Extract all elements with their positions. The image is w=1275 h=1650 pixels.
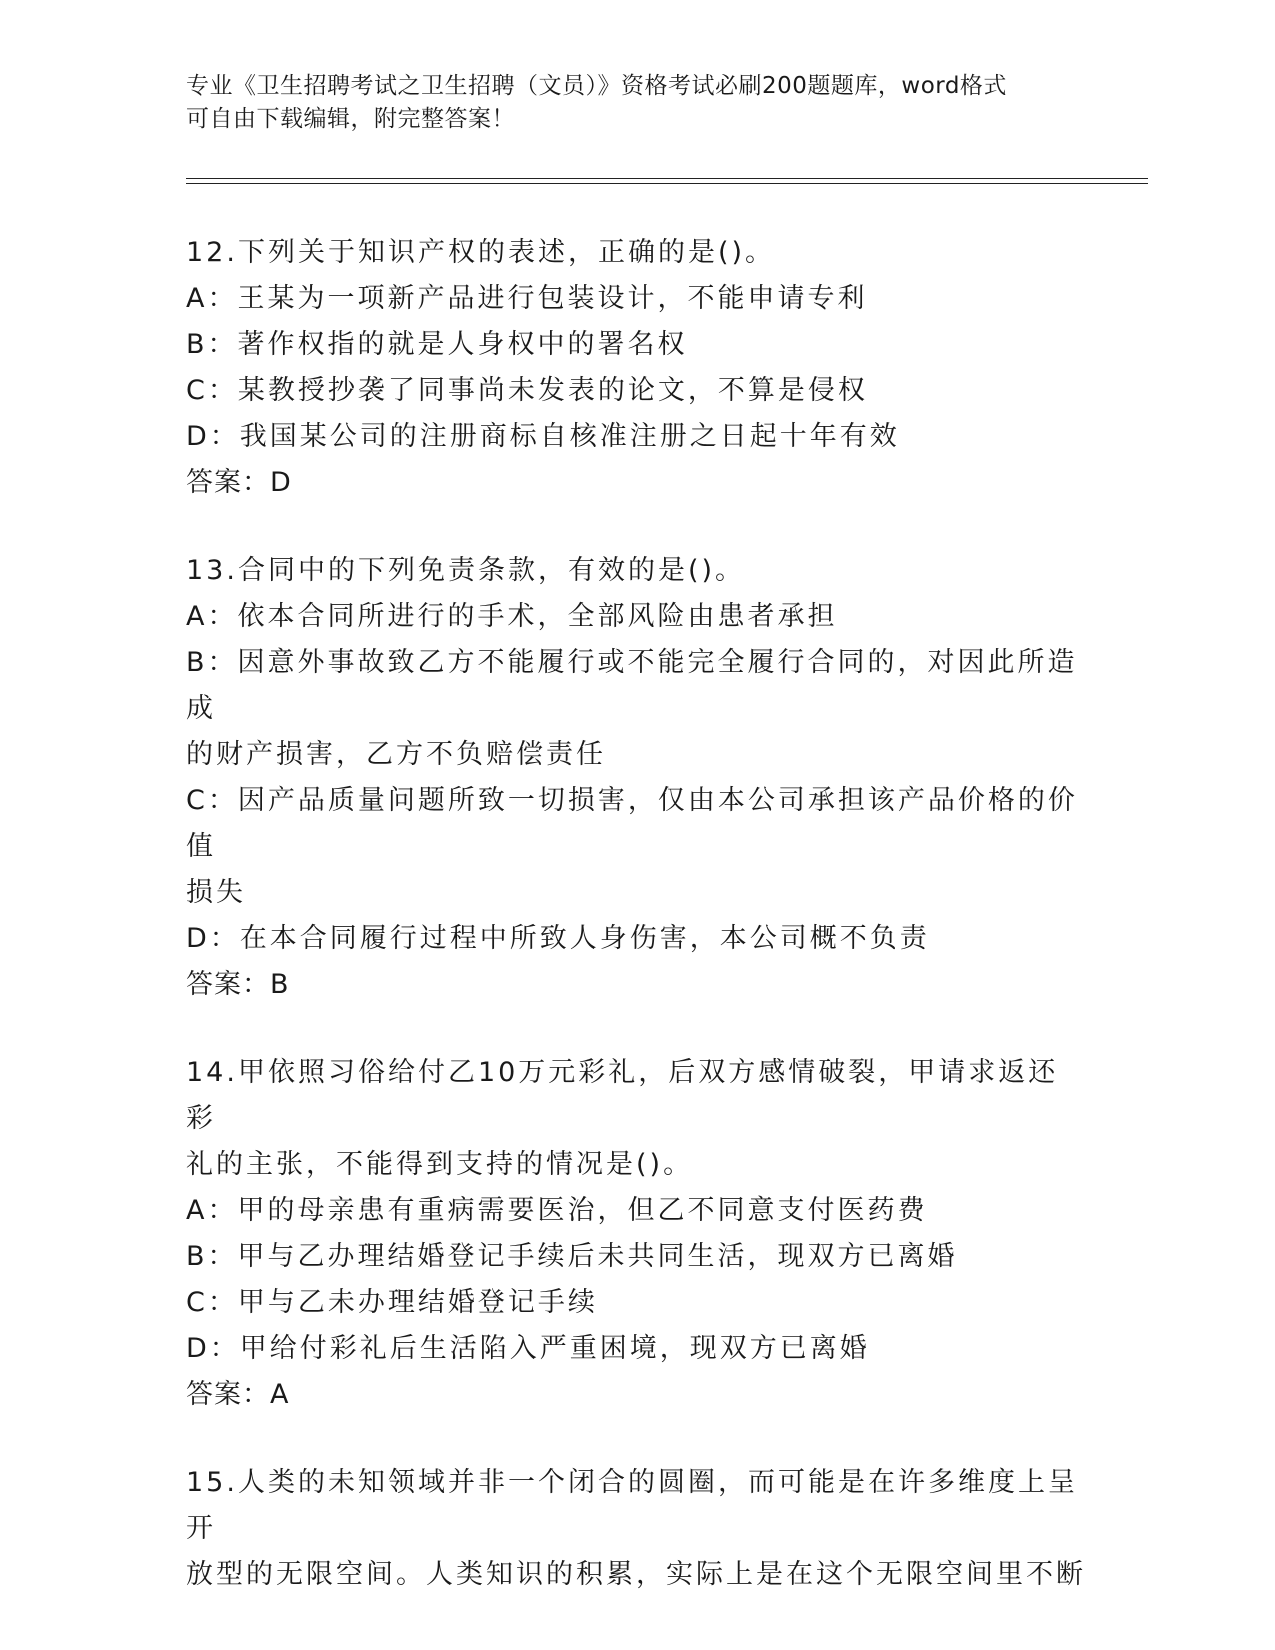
option-line: D：在本合同履行过程中所致人身伤害，本公司概不负责: [186, 923, 930, 954]
option-line: B：因意外事故致乙方不能履行或不能完全履行合同的，对因此所造成: [186, 647, 1078, 724]
header-divider-top: [186, 178, 1148, 179]
document-header: [186, 70, 1086, 136]
option-line: B：著作权指的就是人身权中的署名权: [186, 329, 688, 360]
option-line: C：某教授抄袭了同事尚未发表的论文，不算是侵权: [186, 375, 868, 406]
option-line: A：依本合同所进行的手术，全部风险由患者承担: [186, 601, 838, 632]
option-line: B：甲与乙办理结婚登记手续后未共同生活，现双方已离婚: [186, 1241, 958, 1272]
option-line: D：我国某公司的注册商标自核准注册之日起十年有效: [186, 421, 900, 452]
answer-line: 答案：D: [186, 467, 292, 498]
header-divider-bottom: [186, 183, 1148, 184]
question-block: [186, 1050, 1086, 1418]
answer-line: 答案：A: [186, 1379, 290, 1410]
option-line: D：甲给付彩礼后生活陷入严重困境，现双方已离婚: [186, 1333, 870, 1364]
question-stem: 15.人类的未知领域并非一个闭合的圆圈，而可能是在许多维度上呈开: [186, 1467, 1078, 1544]
question-stem: 13.合同中的下列免责条款，有效的是()。: [186, 555, 746, 586]
header-line-1: 专业《卫生招聘考试之卫生招聘（文员）》资格考试必刷200题题库，word格式: [186, 73, 1007, 99]
question-stem: 礼的主张，不能得到支持的情况是()。: [186, 1149, 694, 1180]
question-block: [186, 548, 1086, 1008]
answer-line: 答案：B: [186, 969, 290, 1000]
question-block: [186, 230, 1086, 506]
option-line: 的财产损害，乙方不负赔偿责任: [186, 739, 606, 770]
question-stem: 14.甲依照习俗给付乙10万元彩礼，后双方感情破裂，甲请求返还彩: [186, 1057, 1059, 1134]
option-line: C：甲与乙未办理结婚登记手续: [186, 1287, 598, 1318]
option-line: C：因产品质量问题所致一切损害，仅由本公司承担该产品价格的价值: [186, 785, 1078, 862]
question-block: [186, 1460, 1086, 1598]
question-stem: 放型的无限空间。人类知识的积累，实际上是在这个无限空间里不断: [186, 1559, 1086, 1590]
option-line: 损失: [186, 877, 246, 908]
header-line-2: 可自由下载编辑，附完整答案！: [186, 106, 515, 132]
question-list: [186, 230, 1086, 1640]
option-line: A：王某为一项新产品进行包装设计，不能申请专利: [186, 283, 868, 314]
option-line: A：甲的母亲患有重病需要医治，但乙不同意支付医药费: [186, 1195, 928, 1226]
question-stem: 12.下列关于知识产权的表述，正确的是()。: [186, 237, 776, 268]
